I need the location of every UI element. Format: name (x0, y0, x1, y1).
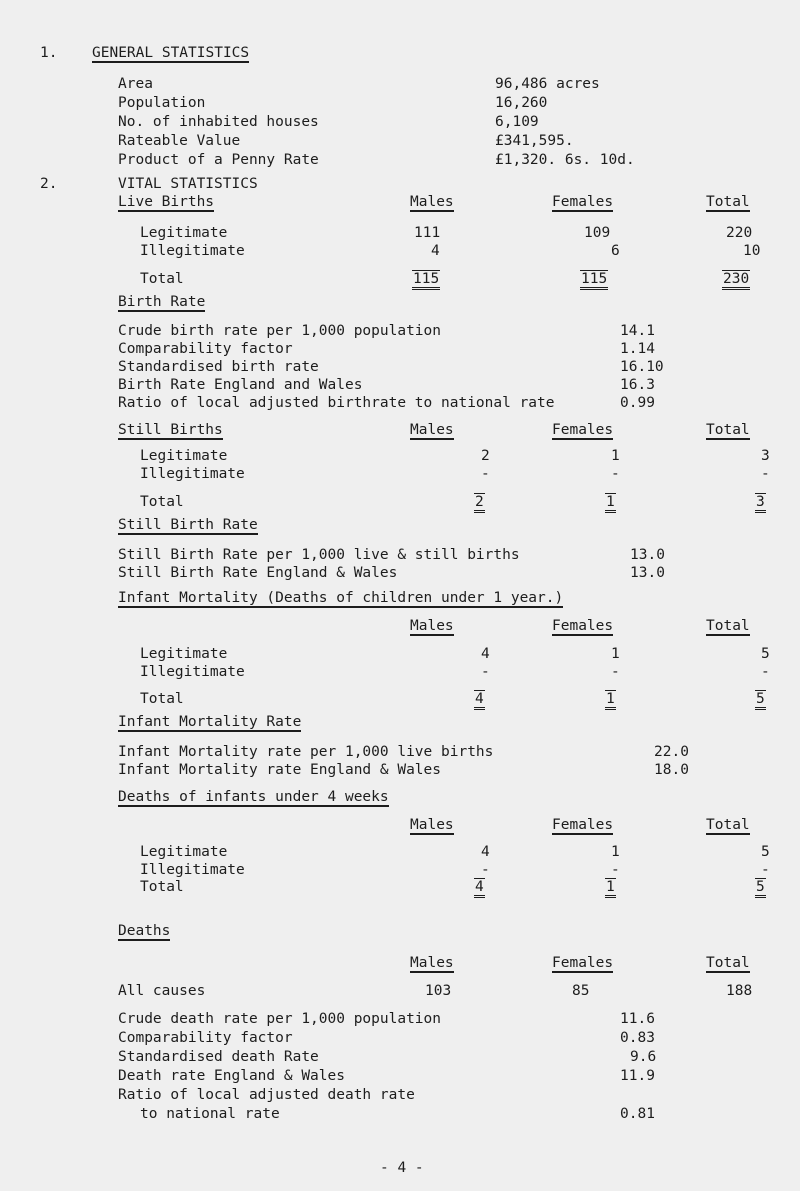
lb-legit-males: 111 (414, 225, 441, 241)
br-standardised-value: 16.10 (620, 359, 664, 375)
br-comparability-value: 1.14 (620, 341, 655, 357)
population-label: Population (118, 95, 206, 111)
sb-legit-males: 2 (481, 448, 490, 464)
dr-ratio-value: 0.81 (620, 1106, 655, 1122)
i4-col-total: Total (706, 817, 750, 833)
area-label: Area (118, 76, 153, 92)
i4-illegit-total: - (761, 862, 770, 878)
dr-ratio-label-1: Ratio of local adjusted death rate (118, 1087, 415, 1103)
i4-legit-males: 4 (481, 844, 490, 860)
houses-value: 6,109 (495, 114, 539, 130)
imr-england-label: Infant Mortality rate England & Wales (118, 762, 442, 778)
im-col-total: Total (706, 618, 750, 634)
im-total-males: 4 (474, 691, 485, 707)
lb-legit-total: 220 (726, 225, 753, 241)
houses-label: No. of inhabited houses (118, 114, 319, 130)
im-legit-females: 1 (611, 646, 620, 662)
br-crude-label: Crude birth rate per 1,000 population (118, 323, 442, 339)
sb-legit-total: 3 (761, 448, 770, 464)
imr-local-label: Infant Mortality rate per 1,000 live births (118, 744, 494, 760)
sb-col-total: Total (706, 422, 750, 438)
dr-ratio-label-2: to national rate (140, 1106, 280, 1122)
sbr-local-value: 13.0 (630, 547, 665, 563)
sb-total-males: 2 (474, 494, 485, 510)
i4-legit-total: 5 (761, 844, 770, 860)
dr-comparability-value: 0.83 (620, 1030, 655, 1046)
i4-total-males: 4 (474, 879, 485, 895)
lb-total-females: 115 (580, 271, 608, 287)
section-title-general-statistics: GENERAL STATISTICS (92, 45, 250, 61)
i4-legit-females: 1 (611, 844, 620, 860)
im-total-females: 1 (605, 691, 616, 707)
lb-total-total: 230 (722, 271, 750, 287)
area-value: 96,486 acres (495, 76, 600, 92)
br-ratio-label: Ratio of local adjusted birthrate to national rate (118, 395, 555, 411)
birth-rate-heading: Birth Rate (118, 294, 206, 310)
i4-col-females: Females (552, 817, 614, 833)
deaths-all-females: 85 (572, 983, 590, 999)
d-col-total: Total (706, 955, 750, 971)
br-comparability-label: Comparability factor (118, 341, 293, 357)
dr-england-value: 11.9 (620, 1068, 655, 1084)
br-england-value: 16.3 (620, 377, 655, 393)
col-males: Males (410, 194, 454, 210)
dr-comparability-label: Comparability factor (118, 1030, 293, 1046)
still-births-heading: Still Births (118, 422, 223, 438)
lb-illegit-females: 6 (611, 243, 620, 259)
sb-illegit-females: - (611, 466, 620, 482)
dr-england-label: Death rate England & Wales (118, 1068, 345, 1084)
penny-rate-label: Product of a Penny Rate (118, 152, 319, 168)
section-number-2: 2. (40, 176, 58, 192)
rateable-value: £341,595. (495, 133, 574, 149)
br-standardised-label: Standardised birth rate (118, 359, 319, 375)
br-ratio-value: 0.99 (620, 395, 655, 411)
deaths-all-males: 103 (425, 983, 452, 999)
im-col-females: Females (552, 618, 614, 634)
col-females: Females (552, 194, 614, 210)
im-illegit-label: Illegitimate (140, 664, 245, 680)
im-legit-label: Legitimate (140, 646, 228, 662)
sb-legit-females: 1 (611, 448, 620, 464)
d-col-females: Females (552, 955, 614, 971)
br-england-label: Birth Rate England and Wales (118, 377, 363, 393)
deaths-heading: Deaths (118, 923, 171, 939)
sb-legit-label: Legitimate (140, 448, 228, 464)
sb-col-females: Females (552, 422, 614, 438)
deaths-all-total: 188 (726, 983, 753, 999)
infant-mortality-heading: Infant Mortality (Deaths of children under 1 year.) (118, 590, 564, 606)
sb-col-males: Males (410, 422, 454, 438)
penny-rate-value: £1,320. 6s. 10d. (495, 152, 635, 168)
lb-legit-label: Legitimate (140, 225, 228, 241)
i4-illegit-label: Illegitimate (140, 862, 245, 878)
sbr-england-value: 13.0 (630, 565, 665, 581)
live-births-heading: Live Births (118, 194, 215, 210)
sb-illegit-males: - (481, 466, 490, 482)
dr-crude-label: Crude death rate per 1,000 population (118, 1011, 442, 1027)
lb-illegit-total: 10 (743, 243, 761, 259)
im-illegit-males: - (481, 664, 490, 680)
sb-illegit-label: Illegitimate (140, 466, 245, 482)
population-value: 16,260 (495, 95, 548, 111)
page-number: - 4 - (380, 1160, 424, 1176)
i4-total-total: 5 (755, 879, 766, 895)
lb-illegit-label: Illegitimate (140, 243, 245, 259)
im-legit-males: 4 (481, 646, 490, 662)
section-title-vital-statistics: VITAL STATISTICS (118, 176, 258, 192)
i4-illegit-females: - (611, 862, 620, 878)
im-illegit-females: - (611, 664, 620, 680)
i4-illegit-males: - (481, 862, 490, 878)
i4-total-females: 1 (605, 879, 616, 895)
imr-england-value: 18.0 (654, 762, 689, 778)
dr-standardised-label: Standardised death Rate (118, 1049, 319, 1065)
still-birth-rate-heading: Still Birth Rate (118, 517, 258, 533)
imr-local-value: 22.0 (654, 744, 689, 760)
deaths-all-label: All causes (118, 983, 206, 999)
sbr-england-label: Still Birth Rate England & Wales (118, 565, 398, 581)
im-legit-total: 5 (761, 646, 770, 662)
sb-illegit-total: - (761, 466, 770, 482)
dr-standardised-value: 9.6 (630, 1049, 657, 1065)
section-number-1: 1. (40, 45, 58, 61)
infant-mortality-rate-heading: Infant Mortality Rate (118, 714, 302, 730)
im-total-label: Total (140, 691, 184, 707)
im-total-total: 5 (755, 691, 766, 707)
lb-total-males: 115 (412, 271, 440, 287)
sb-total-total: 3 (755, 494, 766, 510)
im-illegit-total: - (761, 664, 770, 680)
rateable-value-label: Rateable Value (118, 133, 241, 149)
lb-total-label: Total (140, 271, 184, 287)
sb-total-label: Total (140, 494, 184, 510)
sbr-local-label: Still Birth Rate per 1,000 live & still births (118, 547, 520, 563)
i4-legit-label: Legitimate (140, 844, 228, 860)
col-total: Total (706, 194, 750, 210)
dr-crude-value: 11.6 (620, 1011, 655, 1027)
br-crude-value: 14.1 (620, 323, 655, 339)
lb-legit-females: 109 (584, 225, 611, 241)
d-col-males: Males (410, 955, 454, 971)
im-col-males: Males (410, 618, 454, 634)
i4-total-label: Total (140, 879, 184, 895)
i4-col-males: Males (410, 817, 454, 833)
infant-4wk-heading: Deaths of infants under 4 weeks (118, 789, 389, 805)
lb-illegit-males: 4 (431, 243, 440, 259)
sb-total-females: 1 (605, 494, 616, 510)
